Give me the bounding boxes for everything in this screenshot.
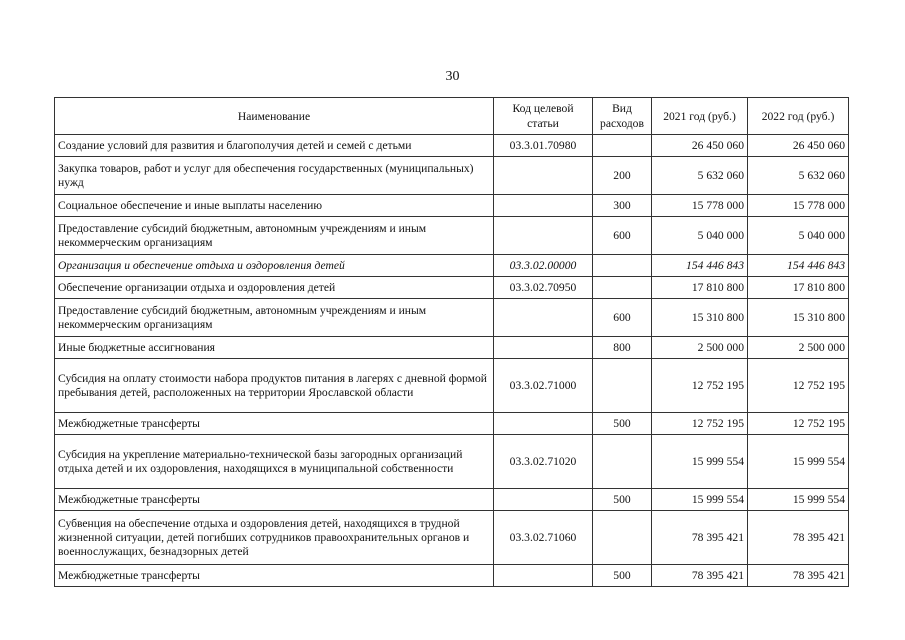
row-code-cell: 03.3.02.71020	[494, 435, 593, 489]
row-name-cell: Создание условий для развития и благополучия детей и семей с детьми	[55, 135, 494, 157]
row-code-cell: 03.3.02.71060	[494, 511, 593, 565]
row-amount-2022-cell: 78 395 421	[748, 511, 849, 565]
row-name-cell: Организация и обеспечение отдыха и оздоровления детей	[55, 255, 494, 277]
row-amount-2021-cell: 26 450 060	[652, 135, 748, 157]
table-row	[55, 511, 849, 565]
header-name: Наименование	[55, 98, 494, 135]
row-kind-cell: 500	[593, 489, 652, 511]
row-name-cell: Предоставление субсидий бюджетным, автономным учреждениям и иным некоммерческим организациям	[55, 299, 494, 337]
table-row	[55, 435, 849, 489]
table-row	[55, 255, 849, 277]
row-amount-2022-cell: 17 810 800	[748, 277, 849, 299]
row-amount-2022-cell: 154 446 843	[748, 255, 849, 277]
table-row	[55, 135, 849, 157]
row-name-cell: Субсидия на оплату стоимости набора продуктов питания в лагерях с дневной формой пребывания детей, расположенных на территории Ярославской области	[55, 359, 494, 413]
row-amount-2021-cell: 78 395 421	[652, 565, 748, 587]
row-code-cell	[494, 337, 593, 359]
table-row	[55, 337, 849, 359]
table-row	[55, 277, 849, 299]
row-name-cell: Закупка товаров, работ и услуг для обеспечения государственных (муниципальных) нужд	[55, 157, 494, 195]
table-row	[55, 299, 849, 337]
row-amount-2021-cell: 2 500 000	[652, 337, 748, 359]
row-amount-2022-cell: 15 999 554	[748, 489, 849, 511]
row-amount-2021-cell: 15 999 554	[652, 489, 748, 511]
row-code-cell	[494, 299, 593, 337]
row-amount-2022-cell: 15 999 554	[748, 435, 849, 489]
row-kind-cell	[593, 511, 652, 565]
table-row	[55, 565, 849, 587]
row-amount-2021-cell: 15 778 000	[652, 195, 748, 217]
row-amount-2021-cell: 154 446 843	[652, 255, 748, 277]
row-kind-cell	[593, 435, 652, 489]
table-row	[55, 217, 849, 255]
table-body	[55, 135, 849, 587]
row-amount-2021-cell: 5 632 060	[652, 157, 748, 195]
row-name-cell: Межбюджетные трансферты	[55, 489, 494, 511]
table-row	[55, 157, 849, 195]
row-kind-cell: 600	[593, 217, 652, 255]
header-2021: 2021 год (руб.)	[652, 98, 748, 135]
row-code-cell	[494, 157, 593, 195]
row-code-cell: 03.3.02.71000	[494, 359, 593, 413]
row-amount-2022-cell: 12 752 195	[748, 359, 849, 413]
row-code-cell	[494, 195, 593, 217]
row-name-cell: Предоставление субсидий бюджетным, автономным учреждениям и иным некоммерческим организациям	[55, 217, 494, 255]
row-code-cell: 03.3.01.70980	[494, 135, 593, 157]
row-amount-2021-cell: 17 810 800	[652, 277, 748, 299]
row-kind-cell	[593, 135, 652, 157]
row-code-cell	[494, 217, 593, 255]
row-kind-cell: 200	[593, 157, 652, 195]
table-row	[55, 359, 849, 413]
row-code-cell	[494, 565, 593, 587]
row-name-cell: Межбюджетные трансферты	[55, 413, 494, 435]
row-name-cell: Социальное обеспечение и иные выплаты населению	[55, 195, 494, 217]
row-kind-cell: 500	[593, 413, 652, 435]
table-header-row	[55, 98, 849, 135]
row-code-cell: 03.3.02.70950	[494, 277, 593, 299]
row-amount-2022-cell: 26 450 060	[748, 135, 849, 157]
row-name-cell: Иные бюджетные ассигнования	[55, 337, 494, 359]
budget-table	[54, 97, 849, 587]
header-kind: Вид расходов	[593, 98, 652, 135]
row-amount-2022-cell: 2 500 000	[748, 337, 849, 359]
header-2022: 2022 год (руб.)	[748, 98, 849, 135]
row-kind-cell: 500	[593, 565, 652, 587]
row-kind-cell: 600	[593, 299, 652, 337]
table-row	[55, 195, 849, 217]
row-amount-2021-cell: 12 752 195	[652, 413, 748, 435]
row-name-cell: Обеспечение организации отдыха и оздоровления детей	[55, 277, 494, 299]
row-amount-2022-cell: 5 632 060	[748, 157, 849, 195]
row-kind-cell: 800	[593, 337, 652, 359]
row-amount-2021-cell: 15 999 554	[652, 435, 748, 489]
row-amount-2021-cell: 5 040 000	[652, 217, 748, 255]
row-code-cell	[494, 413, 593, 435]
row-name-cell: Субсидия на укрепление материально-технической базы загородных организаций отдыха детей и их оздоровления, находящихся в муниципальной собственности	[55, 435, 494, 489]
row-kind-cell	[593, 255, 652, 277]
row-code-cell: 03.3.02.00000	[494, 255, 593, 277]
row-amount-2021-cell: 78 395 421	[652, 511, 748, 565]
row-kind-cell: 300	[593, 195, 652, 217]
row-amount-2022-cell: 12 752 195	[748, 413, 849, 435]
row-amount-2021-cell: 12 752 195	[652, 359, 748, 413]
row-amount-2022-cell: 78 395 421	[748, 565, 849, 587]
row-code-cell	[494, 489, 593, 511]
row-kind-cell	[593, 359, 652, 413]
row-kind-cell	[593, 277, 652, 299]
row-name-cell: Межбюджетные трансферты	[55, 565, 494, 587]
table-row	[55, 413, 849, 435]
row-amount-2022-cell: 15 310 800	[748, 299, 849, 337]
row-amount-2021-cell: 15 310 800	[652, 299, 748, 337]
row-amount-2022-cell: 15 778 000	[748, 195, 849, 217]
row-name-cell: Субвенция на обеспечение отдыха и оздоровления детей, находящихся в трудной жизненной ситуации, детей погибших сотрудников правоохранительных органов и военнослужащих, безнадзорных детей	[55, 511, 494, 565]
page-number: 30	[445, 69, 460, 84]
row-amount-2022-cell: 5 040 000	[748, 217, 849, 255]
table-row	[55, 489, 849, 511]
header-code: Код целевой статьи	[494, 98, 593, 135]
